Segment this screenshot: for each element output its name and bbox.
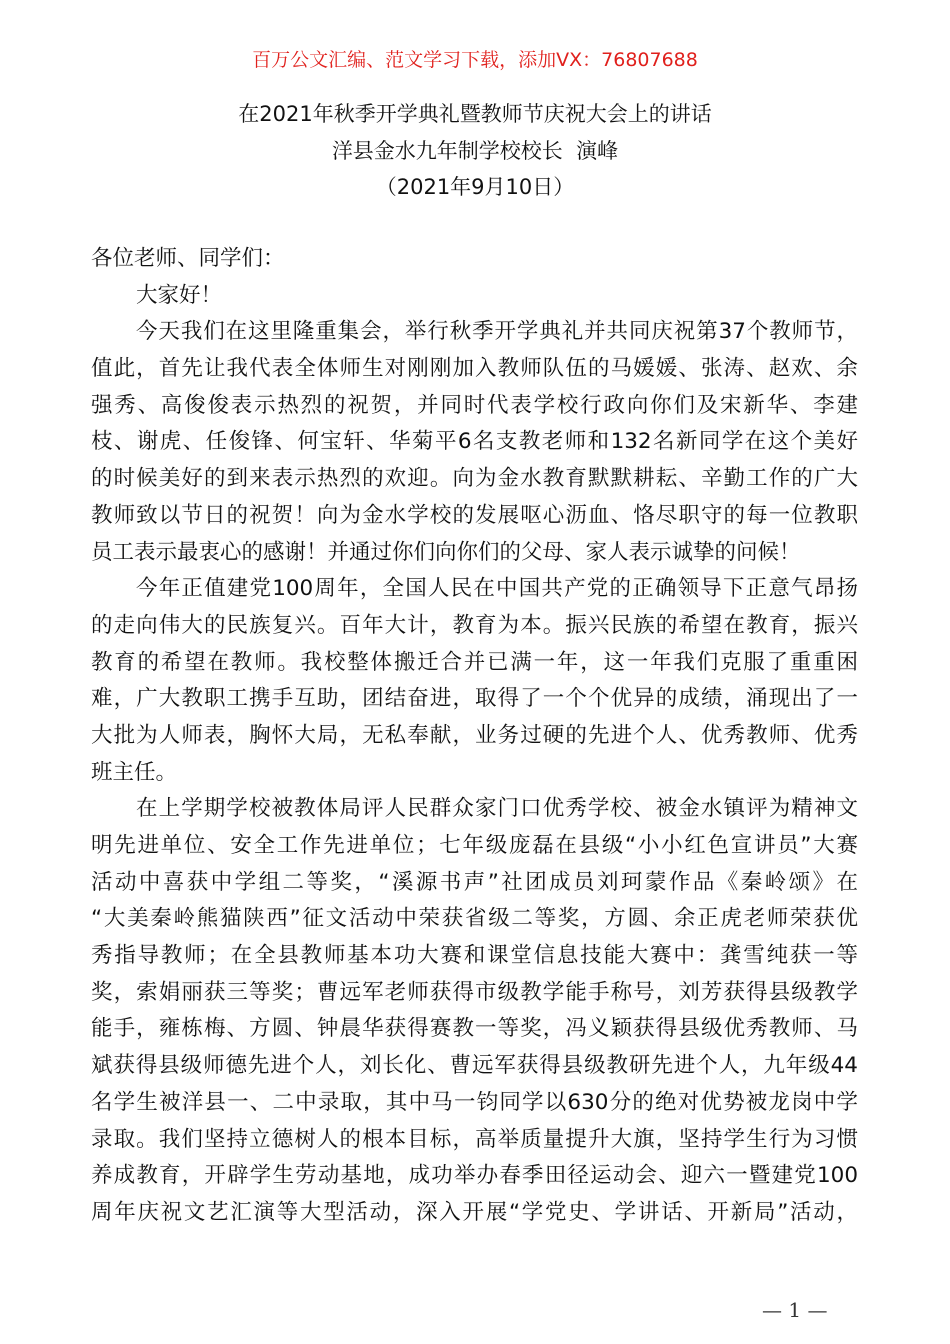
- document-header: [0, 96, 950, 206]
- paragraph-line: 教育的希望在教师。我校整体搬迁合并已满一年，这一年我们克服了重重困: [91, 649, 858, 675]
- paragraph-line: 今天我们在这里隆重集会，举行秋季开学典礼并共同庆祝第37个教师节，: [136, 319, 858, 345]
- paragraph-line: 录取。我们坚持立德树人的根本目标，高举质量提升大旗，坚持学生行为习惯: [91, 1126, 858, 1152]
- paragraph-line: 在上学期学校被教体局评人民群众家门口优秀学校、被金水镇评为精神文: [136, 796, 858, 822]
- salutation: 各位老师、同学们：: [91, 246, 285, 271]
- paragraph-line: 难，广大教职工携手互助，团结奋进，取得了一个个优异的成绩，涌现出了一: [91, 686, 858, 712]
- page-number: — 1 —: [762, 1298, 828, 1322]
- download-banner: 百万公文汇编、范文学习下载，添加VX：76807688: [252, 49, 698, 71]
- speech-author: 洋县金水九年制学校校长 演峰: [331, 138, 619, 163]
- speech-body: [91, 241, 858, 1232]
- paragraph-line: 班主任。: [91, 759, 178, 785]
- paragraph: [91, 571, 858, 791]
- paragraph-line: 今年正值建党100周年，全国人民在中国共产党的正确领导下正意气昂扬: [136, 576, 858, 602]
- paragraph-line: 枝、谢虎、任俊锋、何宝轩、华菊平6名支教老师和132名新同学在这个美好: [91, 429, 858, 455]
- paragraph: [91, 314, 858, 571]
- paragraph-line: 养成教育，开辟学生劳动基地，成功举办春季田径运动会、迎六一暨建党100: [91, 1163, 858, 1189]
- paragraph-line: 明先进单位、安全工作先进单位；七年级庞磊在县级“小小红色宣讲员”大赛: [91, 833, 858, 858]
- paragraph-line: 的时候美好的到来表示热烈的欢迎。向为金水教育默默耕耘、辛勤工作的广大: [91, 466, 858, 492]
- paragraph-line: 周年庆祝文艺汇演等大型活动，深入开展“学党史、学讲话、开新局”活动，: [91, 1199, 858, 1225]
- paragraph-line: 大批为人师表，胸怀大局，无私奉献，业务过硬的先进个人、优秀教师、优秀: [91, 722, 858, 748]
- paragraph-line: 员工表示最衷心的感谢！并通过你们向你们的父母、家人表示诚挚的问候！: [91, 539, 801, 565]
- paragraph: [91, 791, 858, 1231]
- paragraph-line: 斌获得县级师德先进个人，刘长化、曹远军获得县级教研先进个人，九年级44: [91, 1053, 858, 1079]
- paragraph-line: 活动中喜获中学组二等奖，“溪源书声”社团成员刘珂蒙作品《秦岭颂》在: [91, 869, 858, 895]
- paragraph-line: “大美秦岭熊猫陕西”征文活动中荣获省级二等奖，方圆、余正虎老师荣获优: [91, 906, 858, 932]
- greeting: 大家好！: [136, 282, 223, 308]
- paragraph-line: 教师致以节日的祝贺！向为金水学校的发展呕心沥血、恪尽职守的每一位教职: [91, 502, 858, 528]
- paragraph-line: 强秀、高俊俊表示热烈的祝贺，并同时代表学校行政向你们及宋新华、李建: [91, 392, 858, 418]
- paragraph-line: 名学生被洋县一、二中录取，其中马一钧同学以630分的绝对优势被龙岗中学: [91, 1089, 858, 1115]
- speech-title: 在2021年秋季开学典礼暨教师节庆祝大会上的讲话: [238, 102, 712, 126]
- speech-date: （2021年9月10日）: [375, 175, 575, 200]
- paragraph-line: 值此，首先让我代表全体师生对刚刚加入教师队伍的马媛媛、张涛、赵欢、余: [91, 356, 858, 382]
- paragraph-line: 的走向伟大的民族复兴。百年大计，教育为本。振兴民族的希望在教育，振兴: [91, 612, 858, 638]
- paragraph-line: 奖，索娟丽获三等奖；曹远军老师获得市级教学能手称号，刘芳获得县级教学: [91, 979, 858, 1005]
- paragraph-line: 秀指导教师；在全县教师基本功大赛和课堂信息技能大赛中：龚雪纯获一等: [91, 943, 858, 969]
- paragraph-line: 能手，雍栋梅、方圆、钟晨华获得赛教一等奖，冯义颖获得县级优秀教师、马: [91, 1016, 858, 1042]
